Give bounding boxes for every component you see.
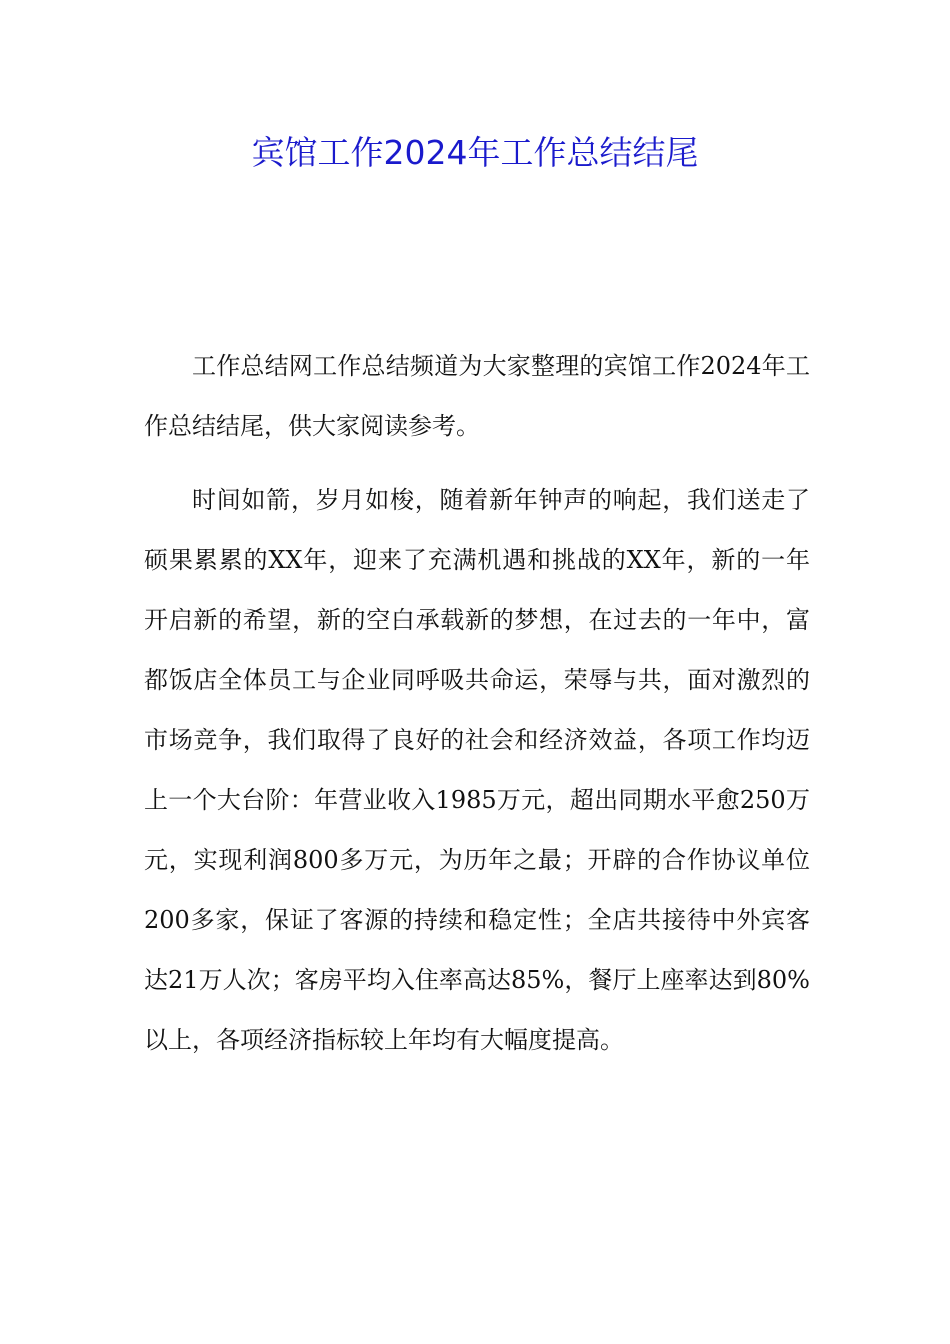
document-title: 宾馆工作2024年工作总结结尾 (251, 133, 699, 172)
document-body (144, 336, 810, 1084)
paragraph-summary: 时间如箭，岁月如梭，随着新年钟声的响起，我们送走了硕果累累的XX年，迎来了充满机遇和挑战的XX年，新的一年开启新的希望，新的空白承载新的梦想，在过去的一年中，富都饭店全体员工与企业同呼吸共命运，荣辱与共，面对激烈的市场竞争，我们取得了良好的社会和经济效益，各项工作均迈上一个大台阶：年营业收入1985万元，超出同期水平愈250万元，实现利润800多万元，为历年之最；开辟的合作协议单位200多家，保证了客源的持续和稳定性；全店共接待中外宾客达21万人次；客房平均入住率高达85%，餐厅上座率达到80%以上，各项经济指标较上年均有大幅度提高。 (144, 486, 810, 1054)
paragraph-intro: 工作总结网工作总结频道为大家整理的宾馆工作2024年工作总结结尾，供大家阅读参考。 (144, 352, 810, 440)
